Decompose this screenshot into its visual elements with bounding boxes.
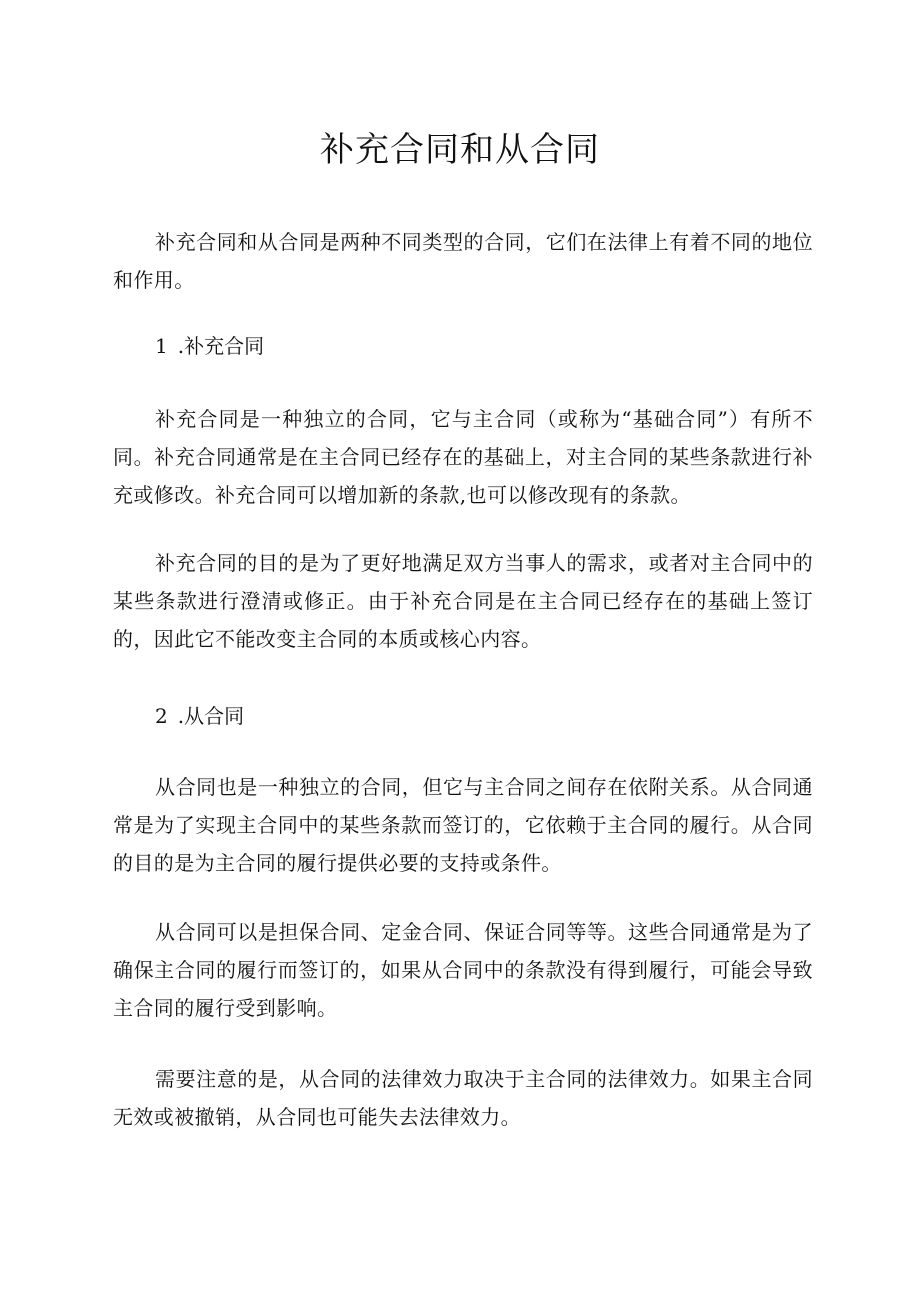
section-2-paragraph-1: 从合同也是一种独立的合同，但它与主合同之间存在依附关系。从合同通常是为了实现主合同中的某些条款而签订的，它依赖于主合同的履行。从合同的目的是为主合同的履行提供必要的支持或条件。 <box>113 775 813 875</box>
page-title: 补充合同和从合同 <box>320 130 600 170</box>
section-2-paragraph-2: 从合同可以是担保合同、定金合同、保证合同等等。这些合同通常是为了确保主合同的履行而签订的，如果从合同中的条款没有得到履行，可能会导致主合同的履行受到影响。 <box>113 920 813 1020</box>
section-1-paragraph-2: 补充合同的目的是为了更好地满足双方当事人的需求，或者对主合同中的某些条款进行澄清或修正。由于补充合同是在主合同已经存在的基础上签订的，因此它不能改变主合同的本质或核心内容。 <box>113 551 813 651</box>
intro-paragraph: 补充合同和从合同是两种不同类型的合同，它们在法律上有着不同的地位和作用。 <box>113 230 813 292</box>
section-heading-2 <box>155 697 244 735</box>
section-heading-1 <box>155 327 264 365</box>
section-number: 1 <box>155 334 168 358</box>
section-number: 2 <box>155 704 168 728</box>
section-heading-text: .从合同 <box>177 704 245 728</box>
section-heading-text: .补充合同 <box>177 334 265 358</box>
section-2-paragraph-3: 需要注意的是，从合同的法律效力取决于主合同的法律效力。如果主合同无效或被撤销，从合同也可能失去法律效力。 <box>113 1067 813 1129</box>
section-1-paragraph-1: 补充合同是一种独立的合同，它与主合同（或称为“基础合同”）有所不同。补充合同通常是在主合同已经存在的基础上，对主合同的某些条款进行补充或修改。补充合同可以增加新的条款,也可以修改现有的条款。 <box>113 407 813 507</box>
